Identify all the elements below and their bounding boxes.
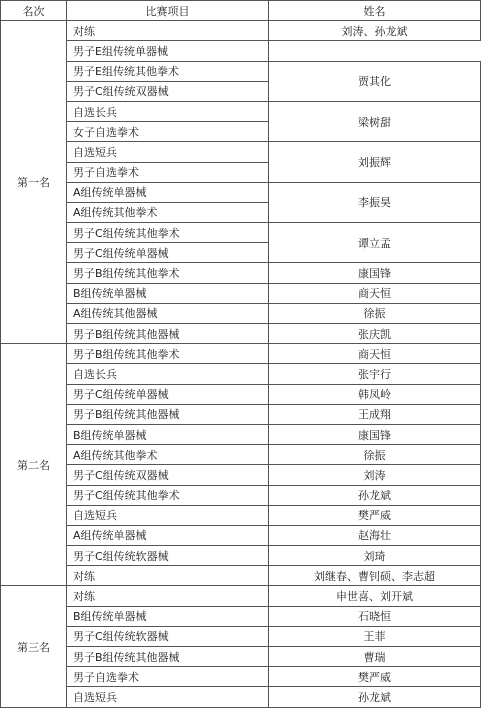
table-row bbox=[1, 21, 481, 41]
event-cell: 男子B组传统其他器械 bbox=[67, 404, 269, 424]
name-cell: 谭立孟 bbox=[269, 223, 481, 263]
table-row bbox=[1, 303, 481, 323]
rank-header: 名次 bbox=[1, 1, 67, 21]
table-row bbox=[1, 606, 481, 626]
event-cell: 自选长兵 bbox=[67, 364, 269, 384]
rank-cell: 第一名 bbox=[1, 21, 67, 344]
table-row bbox=[1, 626, 481, 646]
table-row bbox=[1, 647, 481, 667]
event-cell: 男子C组传统其他拳术 bbox=[67, 485, 269, 505]
table-row bbox=[1, 61, 481, 81]
name-cell: 申世喜、刘开斌 bbox=[269, 586, 481, 606]
table-row bbox=[1, 101, 481, 121]
table-row bbox=[1, 667, 481, 687]
name-cell: 康国锋 bbox=[269, 424, 481, 444]
table-row bbox=[1, 566, 481, 586]
table-row bbox=[1, 364, 481, 384]
event-cell: 男子B组传统其他器械 bbox=[67, 647, 269, 667]
name-cell: 李振昊 bbox=[269, 182, 481, 222]
name-cell: 孙龙斌 bbox=[269, 485, 481, 505]
event-cell: 自选短兵 bbox=[67, 687, 269, 707]
event-cell: B组传统单器械 bbox=[67, 283, 269, 303]
rank-cell: 第二名 bbox=[1, 344, 67, 586]
name-cell: 徐振 bbox=[269, 303, 481, 323]
name-cell: 刘涛、孙龙斌 bbox=[269, 21, 481, 41]
table-row bbox=[1, 505, 481, 525]
name-cell: 贾其化 bbox=[269, 61, 481, 101]
name-cell: 曹瑞 bbox=[269, 647, 481, 667]
table-row bbox=[1, 485, 481, 505]
table-row bbox=[1, 41, 481, 61]
name-cell: 刘琦 bbox=[269, 546, 481, 566]
event-cell: 自选短兵 bbox=[67, 505, 269, 525]
event-cell: 男子E组传统单器械 bbox=[67, 41, 269, 61]
table-row bbox=[1, 263, 481, 283]
event-cell: 男子B组传统其他拳术 bbox=[67, 263, 269, 283]
event-cell: 自选长兵 bbox=[67, 101, 269, 121]
name-cell: 梁树甜 bbox=[269, 101, 481, 141]
table-body bbox=[1, 21, 481, 707]
event-header: 比赛项目 bbox=[67, 1, 269, 21]
event-cell: A组传统其他拳术 bbox=[67, 202, 269, 222]
event-cell: 对练 bbox=[67, 21, 269, 41]
name-cell: 刘振辉 bbox=[269, 142, 481, 182]
table-row bbox=[1, 223, 481, 243]
name-cell: 刘继春、曹钊硕、李志超 bbox=[269, 566, 481, 586]
table-row bbox=[1, 344, 481, 364]
table-row bbox=[1, 445, 481, 465]
name-cell: 樊严威 bbox=[269, 667, 481, 687]
event-cell: A组传统其他器械 bbox=[67, 303, 269, 323]
event-cell: A组传统单器械 bbox=[67, 182, 269, 202]
name-cell: 王成翔 bbox=[269, 404, 481, 424]
name-cell: 张宇行 bbox=[269, 364, 481, 384]
event-cell: 男子B组传统其他器械 bbox=[67, 324, 269, 344]
table-row bbox=[1, 182, 481, 202]
event-cell: 对练 bbox=[67, 586, 269, 606]
event-cell: 男子C组传统单器械 bbox=[67, 243, 269, 263]
table-row bbox=[1, 404, 481, 424]
name-cell: 康国锋 bbox=[269, 263, 481, 283]
name-cell: 刘涛 bbox=[269, 465, 481, 485]
name-cell: 孙龙斌 bbox=[269, 687, 481, 707]
table-row bbox=[1, 384, 481, 404]
name-cell: 赵海壮 bbox=[269, 525, 481, 545]
table-row bbox=[1, 465, 481, 485]
name-cell: 韩凤岭 bbox=[269, 384, 481, 404]
event-cell: 男子C组传统软器械 bbox=[67, 546, 269, 566]
name-header: 姓名 bbox=[269, 1, 481, 21]
header-row bbox=[1, 1, 481, 21]
event-cell: 男子E组传统其他拳术 bbox=[67, 61, 269, 81]
event-cell: 男子C组传统双器械 bbox=[67, 81, 269, 101]
event-cell: 男子B组传统其他拳术 bbox=[67, 344, 269, 364]
event-cell: 男子C组传统其他拳术 bbox=[67, 223, 269, 243]
name-cell: 张庆凯 bbox=[269, 324, 481, 344]
event-cell: 男子C组传统软器械 bbox=[67, 626, 269, 646]
name-cell: 石晓恒 bbox=[269, 606, 481, 626]
table-row bbox=[1, 546, 481, 566]
event-cell: 对练 bbox=[67, 566, 269, 586]
name-cell: 王菲 bbox=[269, 626, 481, 646]
name-cell: 樊严威 bbox=[269, 505, 481, 525]
event-cell: 男子自选拳术 bbox=[67, 667, 269, 687]
event-cell: B组传统单器械 bbox=[67, 606, 269, 626]
table-row bbox=[1, 142, 481, 162]
rank-cell: 第三名 bbox=[1, 586, 67, 707]
event-cell: 男子C组传统双器械 bbox=[67, 465, 269, 485]
event-cell: 男子自选拳术 bbox=[67, 162, 269, 182]
event-cell: A组传统其他拳术 bbox=[67, 445, 269, 465]
table-row bbox=[1, 324, 481, 344]
name-cell: 商天恒 bbox=[269, 344, 481, 364]
event-cell: A组传统单器械 bbox=[67, 525, 269, 545]
event-cell: B组传统单器械 bbox=[67, 424, 269, 444]
table-row bbox=[1, 687, 481, 707]
table-row bbox=[1, 525, 481, 545]
event-cell: 男子C组传统单器械 bbox=[67, 384, 269, 404]
event-cell: 自选短兵 bbox=[67, 142, 269, 162]
table-row bbox=[1, 424, 481, 444]
event-cell: 女子自选拳术 bbox=[67, 122, 269, 142]
name-cell: 商天恒 bbox=[269, 283, 481, 303]
table-row bbox=[1, 283, 481, 303]
name-cell: 徐振 bbox=[269, 445, 481, 465]
table-row bbox=[1, 586, 481, 606]
